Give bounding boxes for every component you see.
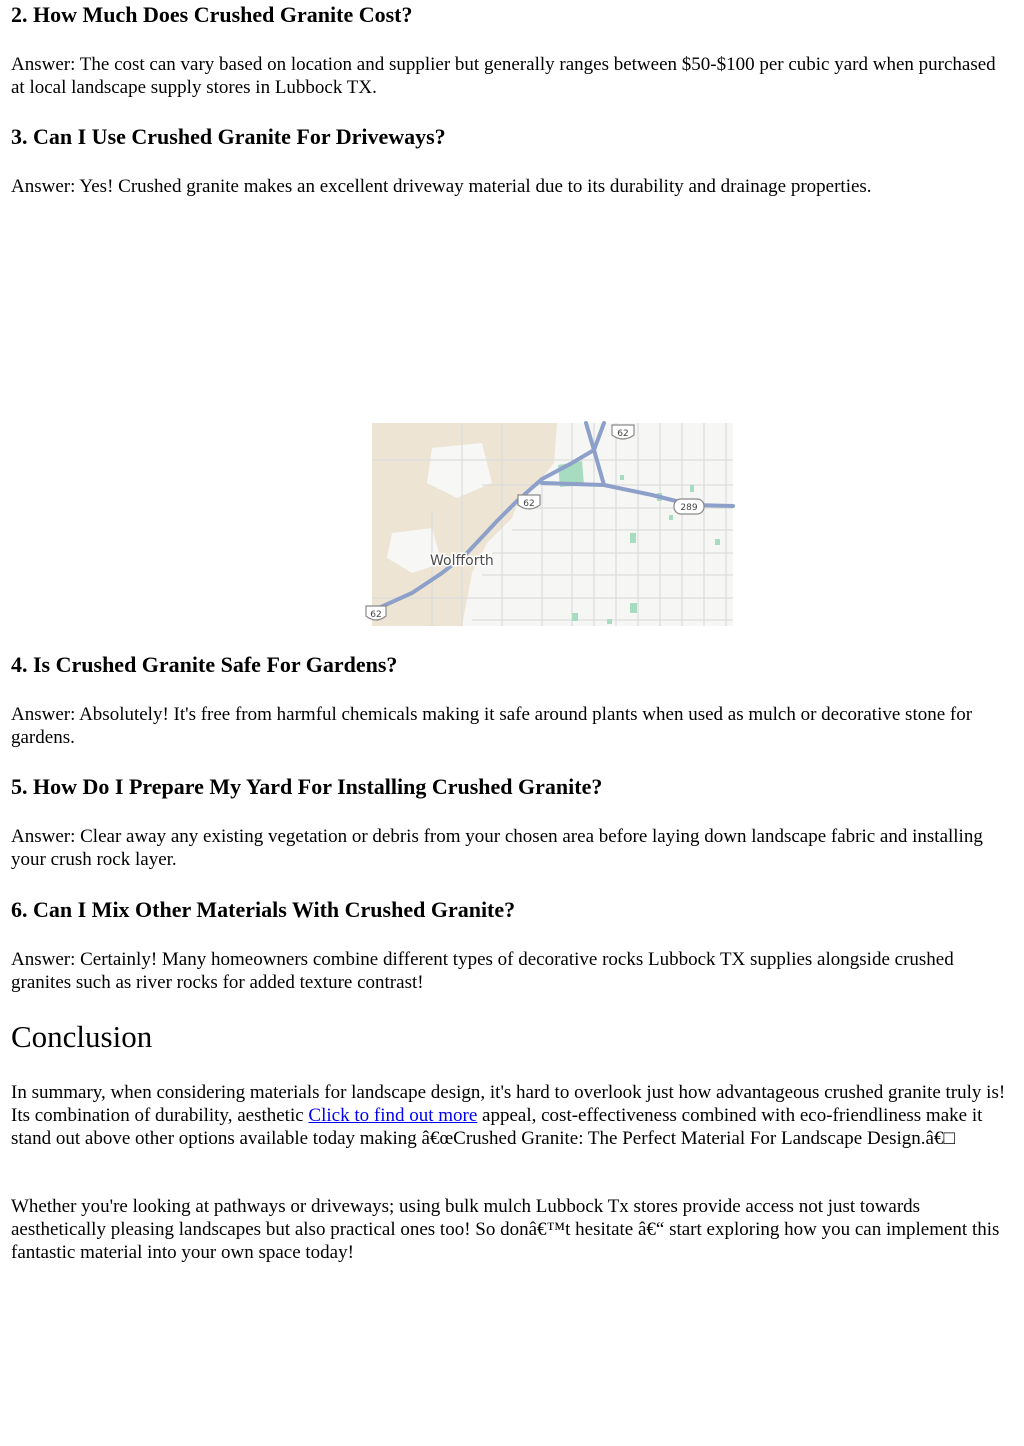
conclusion-text-after-link: appeal, cost-effectiveness combined with eco-friendliness make it stand out above other options available today making â€œCrushed Granite: The Perfect Material For Landscape Design.â€□ (11, 1105, 983, 1149)
map-image (372, 423, 733, 626)
conclusion-heading: Conclusion (11, 1019, 153, 1054)
find-out-more-link[interactable]: Click to find out more (308, 1105, 478, 1126)
shield-62-south: 62 (370, 610, 382, 620)
faq-answer-2: Answer: The cost can vary based on location and supplier but generally ranges between $50-$100 per cubic yard when purchased at local landscape supply stores in Lubbock TX. (11, 54, 996, 98)
shield-62-mid: 62 (523, 499, 535, 509)
shield-62-north: 62 (617, 429, 629, 439)
shield-289: 289 (680, 503, 698, 513)
faq-answer-4: Answer: Absolutely! It's free from harmful chemicals making it safe around plants when used as mulch or decorative stone for gardens. (11, 704, 973, 748)
conclusion-paragraph-2: Whether you're looking at pathways or driveways; using bulk mulch Lubbock Tx stores provide access not just towards aesthetically pleasing landscapes but also practical ones too! So donâ€™t hesitate â€“ start exploring how you can implement this fantastic material into your own space today! (11, 1196, 1000, 1263)
faq-answer-6: Answer: Certainly! Many homeowners combine different types of decorative rocks Lubbock TX supplies alongside crushed granites such as river rocks for added texture contrast! (11, 949, 954, 993)
faq-question-3: 3. Can I Use Crushed Granite For Driveways? (11, 124, 446, 149)
faq-answer-3: Answer: Yes! Crushed granite makes an excellent driveway material due to its durability and drainage properties. (11, 176, 872, 197)
faq-question-5: 5. How Do I Prepare My Yard For Installing Crushed Granite? (11, 774, 603, 799)
map-town-label: Wolfforth (430, 553, 494, 569)
faq-answer-5: Answer: Clear away any existing vegetation or debris from your chosen area before laying down landscape fabric and installing your crush rock layer. (11, 826, 983, 870)
faq-question-4: 4. Is Crushed Granite Safe For Gardens? (11, 652, 398, 677)
conclusion-paragraph-1 (11, 1081, 1014, 1150)
conclusion-text-before-link: In summary, when considering materials for landscape design, it's hard to overlook just how advantageous crushed granite truly is! Its combination of durability, aesthetic (11, 1082, 1006, 1126)
faq-question-2: 2. How Much Does Crushed Granite Cost? (11, 2, 413, 27)
faq-question-6: 6. Can I Mix Other Materials With Crushed Granite? (11, 897, 516, 922)
